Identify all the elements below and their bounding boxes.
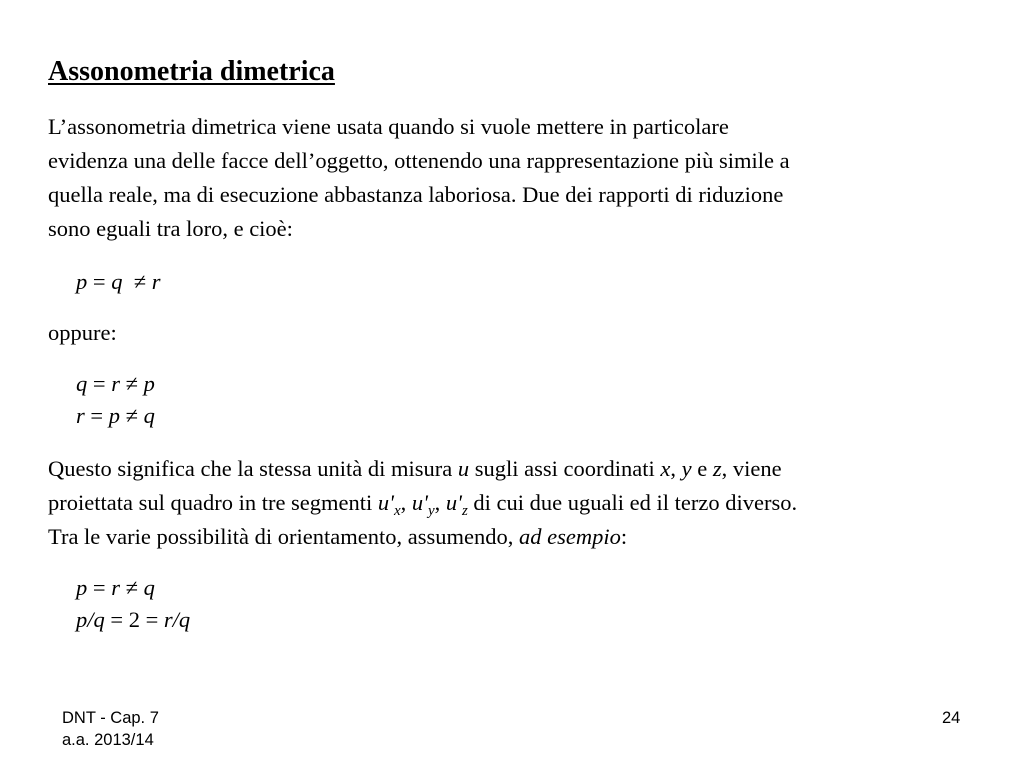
- equals-sign: =: [87, 269, 112, 294]
- var-p: p: [76, 269, 88, 294]
- formula-alternatives: [76, 368, 155, 432]
- var-q: q: [111, 269, 123, 294]
- not-equal-sign: ≠: [119, 371, 144, 396]
- footer-course: DNT - Cap. 7: [62, 709, 159, 727]
- var-u-prime: u': [377, 490, 394, 515]
- meaning-line-3: Tra le varie possibilità di orientamento, assumendo, ad esempio:: [48, 524, 628, 549]
- meaning-line-1: Questo significa che la stessa unità di misura u sugli assi coordinati x, y e z, viene: [48, 456, 782, 481]
- var-r: r: [151, 269, 161, 294]
- footer-year: a.a. 2013/14: [62, 731, 154, 749]
- var-r: r: [76, 403, 85, 428]
- page-number: 24: [942, 709, 961, 727]
- var-p: p: [108, 403, 120, 428]
- var-u-prime: u': [445, 490, 462, 515]
- ad-esempio-text: ad esempio: [518, 524, 621, 549]
- equals-sign: =: [87, 575, 112, 600]
- subscript-y: y: [427, 503, 435, 519]
- not-equal-sign: ≠: [119, 403, 144, 428]
- intro-line-3: quella reale, ma di esecuzione abbastanza laboriosa. Due dei rapporti di riduzione: [48, 182, 784, 207]
- formula-ratio: [76, 604, 190, 636]
- oppure-text: oppure:: [48, 320, 117, 345]
- formula-p-eq-r-neq-q: [76, 572, 190, 604]
- formula-r-eq-p-neq-q: [76, 400, 155, 432]
- var-q: q: [143, 403, 155, 428]
- intro-line-2: evidenza una delle facce dell’oggetto, ottenendo una rappresentazione più simile a: [48, 148, 790, 173]
- intro-line-1: L’assonometria dimetrica viene usata quando si vuole mettere in particolare: [48, 114, 729, 139]
- meaning-paragraph: [48, 452, 1008, 554]
- var-u-prime: u': [411, 490, 428, 515]
- footer-course-info: [62, 707, 159, 751]
- var-x: x: [660, 456, 671, 481]
- subscript-x: x: [393, 503, 401, 519]
- oppure-label: [48, 316, 1008, 350]
- var-r: r: [111, 371, 120, 396]
- equals-sign: =: [84, 403, 109, 428]
- equals-sign: =: [87, 371, 112, 396]
- var-p: p: [76, 575, 88, 600]
- intro-line-4: sono eguali tra loro, e cioè:: [48, 216, 293, 241]
- equals-sign: =: [139, 607, 164, 632]
- ratio-r-q: r/q: [163, 607, 191, 632]
- var-q: q: [76, 371, 88, 396]
- intro-paragraph: [48, 110, 1008, 246]
- subscript-z: z: [461, 503, 468, 519]
- var-u: u: [457, 456, 470, 481]
- ratio-p-q: p/q: [76, 607, 105, 632]
- var-y: y: [681, 456, 692, 481]
- formula-line: [76, 266, 160, 298]
- not-equal-sign: ≠: [119, 575, 144, 600]
- meaning-line-2: proiettata sul quadro in tre segmenti $u'_x$, $u'_y$, $u'_z$ di cui due uguali ed il terzo diverso.: [48, 490, 798, 519]
- var-q: q: [143, 575, 155, 600]
- formula-example: [76, 572, 190, 636]
- not-equal-sign: ≠: [122, 269, 152, 294]
- equals-sign: =: [104, 607, 129, 632]
- ratio-value: 2: [128, 607, 140, 632]
- var-r: r: [111, 575, 120, 600]
- var-z: z: [712, 456, 722, 481]
- var-p: p: [143, 371, 155, 396]
- slide-title: Assonometria dimetrica: [48, 56, 335, 87]
- formula-p-eq-q-neq-r: [76, 266, 160, 298]
- formula-q-eq-r-neq-p: [76, 368, 155, 400]
